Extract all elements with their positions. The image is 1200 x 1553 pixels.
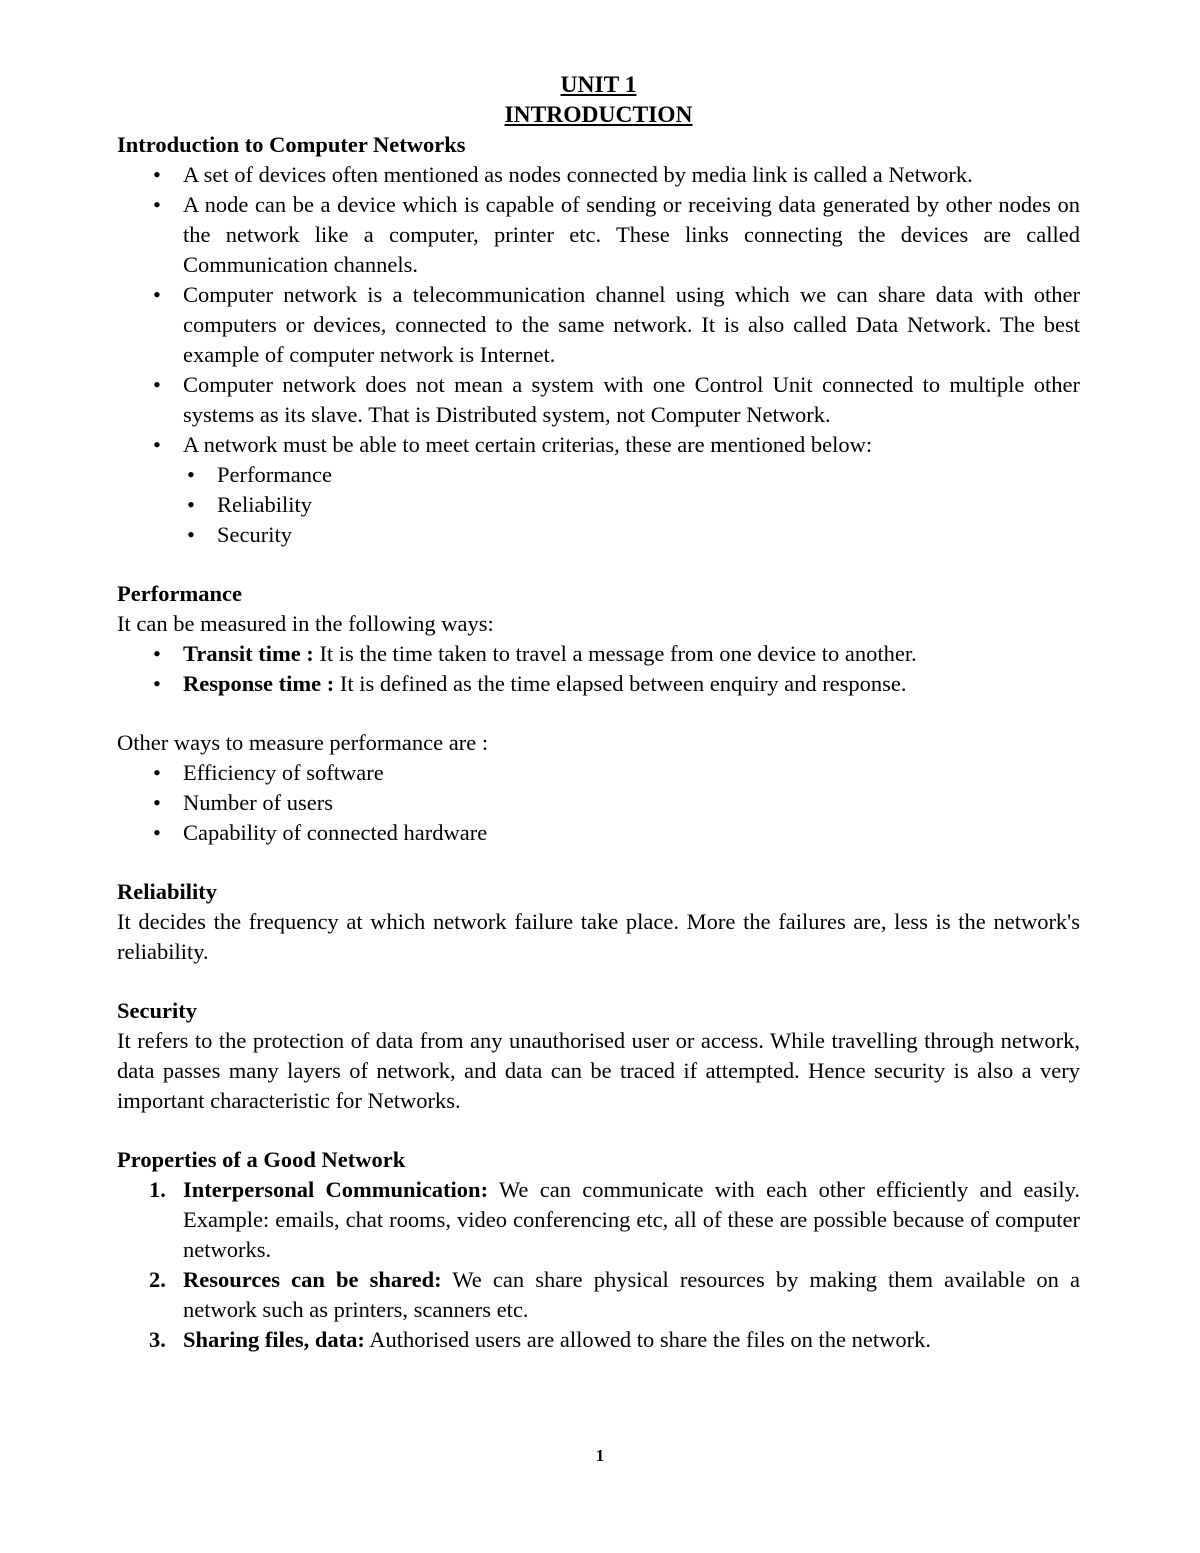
definition: It is the time taken to travel a message from one device to another. [313,641,917,666]
term: Resources can be shared: [183,1267,442,1292]
list-item: • Computer network is a telecommunication channel using which we can share data with other computers or devices, connected to the same network. It is also called Data Network. The best example of computer network is Internet. [183,280,1080,370]
list-item: • A node can be a device which is capable of sending or receiving data generated by other nodes on the network like a computer, printer etc. These links connecting the devices are called Communication channels. [183,190,1080,280]
list-item: • Computer network does not mean a system with one Control Unit connected to multiple other systems as its slave. That is Distributed system, not Computer Network. [183,370,1080,430]
performance-list [117,639,1080,699]
term: Transit time : [183,641,314,666]
performance-lead: It can be measured in the following ways: [117,611,494,636]
definition: Authorised users are allowed to share the files on the network. [364,1327,931,1352]
other-ways-lead: Other ways to measure performance are : [117,730,489,755]
list-item [149,1175,1080,1265]
list-item: • A set of devices often mentioned as nodes connected by media link is called a Network. [183,160,1080,190]
other-ways-list [117,758,1080,848]
properties-list [117,1175,1080,1355]
list-item [183,669,1080,699]
security-heading: Security [117,998,197,1023]
definition: We can share physical resources by making them available on a network such as printers, scanners etc. [183,1267,1080,1322]
spacer [117,1116,1080,1145]
item-number: 2. [149,1267,166,1292]
intro-heading: Introduction to Computer Networks [117,132,466,157]
properties-heading: Properties of a Good Network [117,1147,406,1172]
item-number: 1. [149,1177,166,1202]
reliability-heading: Reliability [117,879,217,904]
term: Interpersonal Communication: [183,1177,489,1202]
section-title: INTRODUCTION [504,102,693,128]
definition: We can communicate with each other efficiently and easily. Example: emails, chat rooms, video conferencing etc, all of these are possible because of computer networks. [183,1177,1080,1262]
security-text: It refers to the protection of data from any unauthorised user or access. While travelling through network, data passes many layers of network, and data can be traced if attempted. Hence security is also a very important characteristic for Networks. [117,1028,1080,1113]
intro-list [117,160,1080,550]
list-item [183,639,1080,669]
criteria-item: • Security [217,520,1080,550]
item-number: 3. [149,1327,166,1352]
page-content [117,70,1080,1355]
spacer [117,550,1080,579]
list-item: • Efficiency of software [183,758,1080,788]
unit-title: UNIT 1 [560,72,637,98]
reliability-text: It decides the frequency at which network failure take place. More the failures are, less is the network's reliability. [117,909,1080,964]
list-item: • Number of users [183,788,1080,818]
definition: It is defined as the time elapsed between enquiry and response. [334,671,907,696]
term: Sharing files, data: [183,1327,365,1352]
spacer [117,967,1080,996]
list-item: • Capability of connected hardware [183,818,1080,848]
spacer [117,848,1080,877]
criteria-item: • Reliability [217,490,1080,520]
performance-heading: Performance [117,581,242,606]
page-number: 1 [595,1446,605,1465]
list-item [149,1325,1080,1355]
list-item [183,430,1080,550]
term: Response time : [183,671,335,696]
criteria-list [183,460,1080,550]
spacer [117,699,1080,728]
list-item [149,1265,1080,1325]
criteria-item: • Performance [217,460,1080,490]
list-item-text: A network must be able to meet certain criterias, these are mentioned below: [183,432,873,457]
